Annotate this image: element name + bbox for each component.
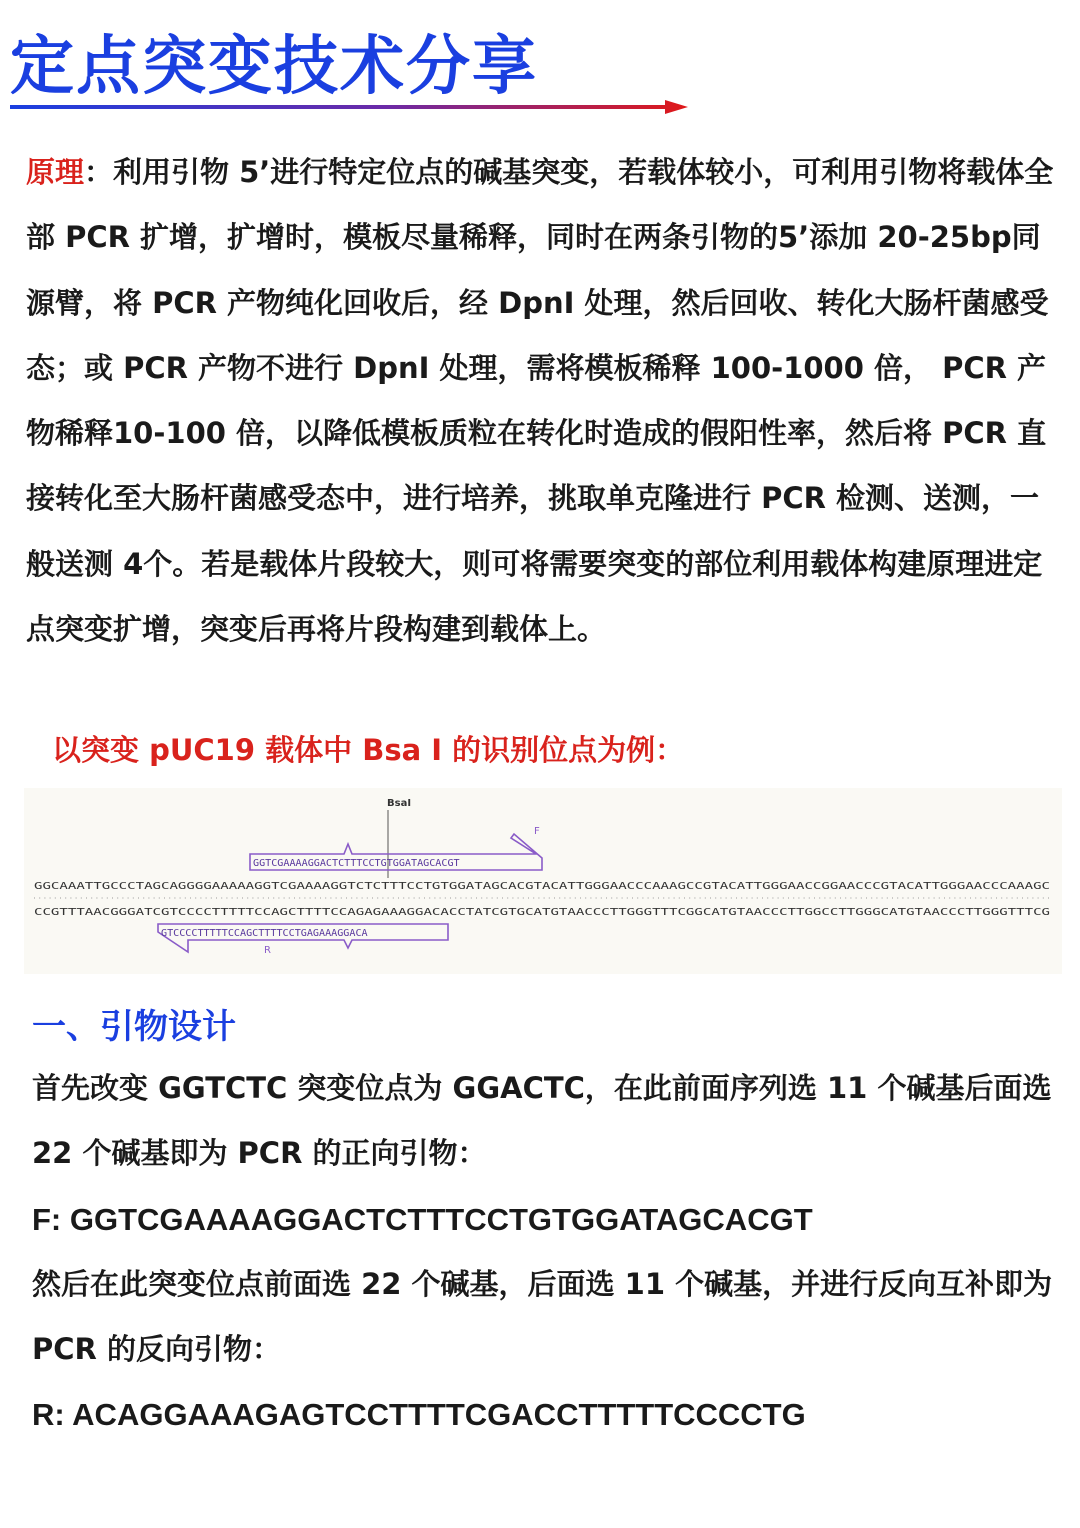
enzyme-label: BsaI [387, 798, 412, 809]
bottom-strand: CCGTTTAACGGGATCGTCCCCTTTTTCCAGCTTTTCCAGAGAAAGGACACCTATCGTGCATGTAACCCTTGGGTTTCGGCATGTAACCCTTGGCCTTGGGCATGTAACCCTTGGGTTTCG [34, 907, 1050, 918]
top-strand: GGCAAATTGCCCTAGCAGGGGAAAAAGGTCGAAAAGGTCTCTTTCCTGTGGATAGCACGTACATTGGGAACCCAAAGCCGTACATTGGGAACCGGAACCCGTACATTGGGAACCCAAAGC [34, 881, 1050, 892]
reverse-primer-line: R: ACAGGAAAGAGTCCTTTTCGACCTTTTTCCCCTG [32, 1397, 806, 1433]
primer-design-content [32, 1056, 1062, 1448]
reverse-primer-seq: GTCCCCTTTTTCCAGCTTTTCCTGAGAAAGGACA [161, 928, 368, 939]
forward-primer-seq: GGTCGAAAAGGACTCTTTCCTGTGGATAGCACGT [253, 858, 460, 869]
page-title: 定点突变技术分享 [10, 30, 538, 104]
principle-label: 原理 [26, 155, 85, 189]
primer-design-para1: 首先改变 GGTCTC 突变位点为 GGACTC，在此前面序列选 11 个碱基后面选 22 个碱基即为 PCR 的正向引物： [32, 1071, 1052, 1171]
forward-label: F [534, 826, 540, 837]
principle-text: ：利用引物 5’进行特定位点的碱基突变，若载体较小，可利用引物将载体全部 PCR 扩增，扩增时，模板尽量稀释，同时在两条引物的5’添加 20-25bp同源臂，将 PCR 产物纯化回收后，经 DpnI 处理，然后回收、转化大肠杆菌感受态；或 PCR 产物不进行 DpnI 处理，需将模板稀释 100-1000 倍， PCR 产物稀释10-100 倍，以降低模板质粒在转化时造成的假阳性率，然后将 PCR 直接转化至大肠杆菌感受态中，进行培养，挑取单克隆进行 PCR 检测、送测，一般送测 4个。若是载体片段较大，则可将需要突变的部位利用载体构建原理进定点突变扩增，突变后再将片段构建到载体上。 [26, 155, 1054, 647]
title-underline-arrow [10, 96, 690, 118]
example-heading: 以突变 pUC19 载体中 Bsa I 的识别位点为例： [52, 733, 685, 767]
sequence-map [24, 788, 1062, 974]
principle-paragraph [26, 140, 1066, 662]
section-heading-primer-design: 一、引物设计 [32, 1007, 236, 1047]
reverse-label: R [264, 945, 271, 956]
primer-design-para2: 然后在此突变位点前面选 22 个碱基，后面选 11 个碱基，并进行反向互补即为 PCR 的反向引物： [32, 1266, 1053, 1367]
forward-primer-line: F: GGTCGAAAAGGACTCTTTCCTGTGGATAGCACGT [32, 1201, 813, 1237]
